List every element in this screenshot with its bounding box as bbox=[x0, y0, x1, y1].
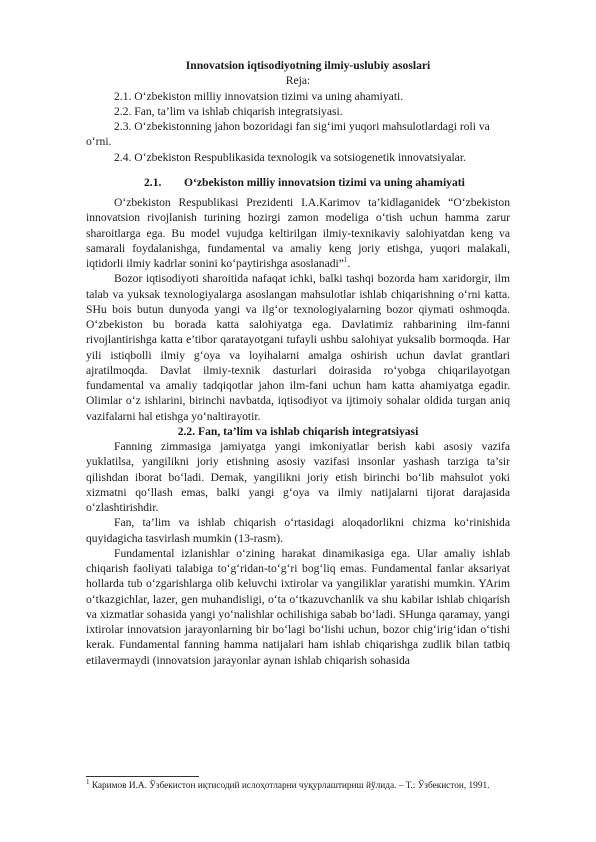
footnote-text: Каримов И.А. Ўзбекистон иқтисодий ислоҳотларни чуқурлаштириш йўлида. – Т.: Ўзбекистон, 1991. bbox=[89, 781, 490, 791]
section-1-paragraph-1-text: O‘zbekiston Respublikasi Prezidenti I.A.Karimov ta’kidlaganidek “O‘zbekiston innovatsion rivojlanish turining hozirgi zamon modeliga o‘tish uchun hamma zarur sharoitlarga ega. Bu model vujudga keltirilgan ilmiy-texnikaviy salohiyatdan keng va samarali foydalanishga, fundamental va amaliy keng joriy etishga, yuqori malakali, iqtidorli ilmiy kadrlar sonini ko‘paytirishga asoslanadi” bbox=[86, 196, 510, 270]
section-1-paragraph-1-end: . bbox=[347, 257, 351, 270]
plan-item-3: 2.3. O‘zbekistonning jahon bozoridagi fan sig‘imi yuqori mahsulotlardagi roli va o‘rni. bbox=[86, 120, 490, 149]
footnote-mark: 1 bbox=[86, 777, 90, 786]
section-2-paragraph-3: Fundamental izlanishlar o‘zining harakat dinamikasiga ega. Ular amaliy ishlab chiqarish faoliyati talabiga to‘g‘ridan-to‘g‘ri bog‘liq emas. Fundamental fanlar aksariyat hollarda tub o‘zgarishlarga olib keluvchi ixtirolar va yangiliklar yaratishi mumkin. YArim o‘tkazgichlar, lazer, gen muhandisligi, o‘ta o‘tkazuvchanlik va shu kabilar ishlab chiqarish va xizmatlar sohasida yangi yo‘nalishlar ochilishiga sabab bo‘ladi. SHunga qaramay, yangi ixtirolar innovatsion jarayonlarning bir bo‘lagi bo‘lishi uchun, bozor chig‘irig‘idan o‘tishi kerak. Fundamental fanning hamma natijalari ham ishlab chiqarishga zudlik bilan tatbiq etilavermaydi (innovatsion jarayonlar aynan ishlab chiqarish sohasida bbox=[86, 546, 510, 667]
section-1-paragraph-1 bbox=[86, 195, 510, 271]
footnote bbox=[86, 777, 510, 792]
document-title: Innovatsion iqtisodiyotning ilmiy-uslubiy asoslari bbox=[185, 59, 431, 72]
section-2-paragraph-1: Fanning zimmasiga jamiyatga yangi imkoniyatlar berish kabi asosiy vazifa yuklatilsa, yangilikni joriy etishning asosiy vazifasi insonlar yashash tarziga ta’sir qilishdan iborat bo‘ladi. Demak, yangilikni joriy etish birinchi bo‘lib mahsulot yoki xizmatni qo‘llash emas, balki yangi g‘oya va ilmiy natijalarni tijorat darajasida o‘zlashtirishdir. bbox=[86, 440, 510, 514]
document-page bbox=[86, 58, 510, 668]
section-1-number: 2.1. bbox=[144, 175, 162, 189]
footnote-reference[interactable]: 1 bbox=[343, 256, 348, 265]
section-1-heading bbox=[144, 175, 510, 190]
footnote-separator bbox=[86, 776, 199, 777]
plan-label: Reja: bbox=[285, 74, 311, 88]
section-1-paragraph-2: Bozor iqtisodiyoti sharoitida nafaqat ichki, balki tashqi bozorda ham xaridorgir, ilm talab va yuksak texnologiyalarga asoslangan mahsulotlar ishlab chiqarishning o‘rni katta. SHu bois butun dunyoda yangi va ilg‘or texnologiyalarning bozor qiymati oshmoqda. O‘zbekiston bu borada katta salohiyatga ega. Davlatimiz rahbarining ilm-fanni rivojlantirishga katta e’tibor qaratayotgani tufayli ushbu salohiyat yuksalib bormoqda. Har yili istiqbolli ilmiy g‘oya va loyihalarni amalga oshirish uchun davlat grantlari ajratilmoqda. Davlat ilmiy-texnik dasturlari doirasida ro‘yobga chiqarilayotgan fundamental va amaliy tadqiqotlar jahon ilm-fani uchun ham katta ahamiyatga egadir. Olimlar o‘z ishlarini, birinchi navbatda, iqtisodiyot va ijtimoiy sohalar oldida turgan aniq vazifalarni hal etishga yo‘naltirayotir. bbox=[86, 272, 510, 423]
section-2-paragraph-2: Fan, ta’lim va ishlab chiqarish o‘rtasidagi aloqadorlikni chizma ko‘rinishida quyidagicha tasvirlash mumkin (13-rasm). bbox=[86, 516, 510, 545]
plan-item-1: 2.1. O‘zbekiston milliy innovatsion tizimi va uning ahamiyati. bbox=[114, 89, 404, 103]
section-1-title: O‘zbekiston milliy innovatsion tizimi va uning ahamiyati bbox=[184, 175, 465, 189]
plan-item-4: 2.4. O‘zbekiston Respublikasida texnologik va sotsiogenetik innovatsiyalar. bbox=[114, 150, 466, 164]
section-2-heading: 2.2. Fan, ta’lim va ishlab chiqarish integratsiyasi bbox=[177, 424, 419, 438]
plan-item-2: 2.2. Fan, ta’lim va ishlab chiqarish integratsiyasi. bbox=[114, 104, 343, 118]
